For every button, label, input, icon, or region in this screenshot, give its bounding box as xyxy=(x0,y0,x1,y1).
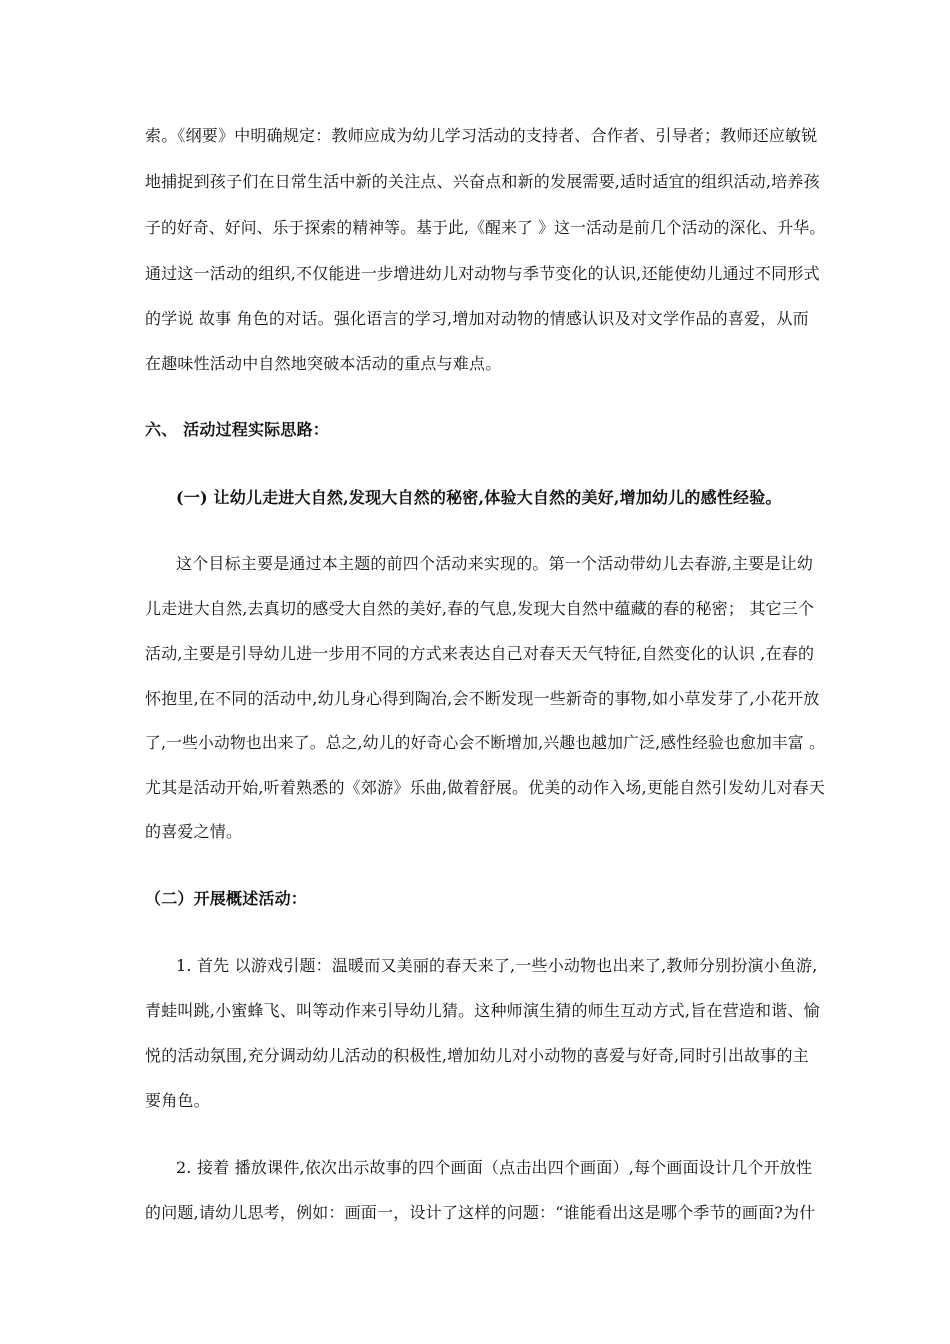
subsection-heading: （二）开展概述活动： xyxy=(145,889,308,908)
section-heading: 六、 活动过程实际思路： xyxy=(145,420,329,439)
paragraph-line: 索。《纲要》中明确规定：教师应成为幼儿学习活动的支持者、合作者、引导者；教师还应敏锐 xyxy=(145,126,818,145)
paragraph-line: 的学说 故事 角色的对话。强化语言的学习,增加对动物的情感认识及对文学作品的喜爱，从而 xyxy=(145,309,809,328)
paragraph-line: 尤其是活动开始,听着熟悉的《郊游》乐曲,做着舒展。优美的动作入场,更能自然引发幼儿对春天 xyxy=(145,778,826,797)
paragraph-line: 悦的活动氛围,充分调动幼儿活动的积极性,增加幼儿对小动物的喜爱与好奇,同时引出故事的主 xyxy=(145,1046,809,1065)
paragraph-line: 地捕捉到孩子们在日常生活中新的关注点、兴奋点和新的发展需要,适时适宜的组织活动,培养孩 xyxy=(145,172,820,191)
paragraph-line: 在趣味性活动中自然地突破本活动的重点与难点。 xyxy=(145,354,502,373)
paragraph-line: 怀抱里,在不同的活动中,幼儿身心得到陶冶,会不断发现一些新奇的事物,如小草发芽了,小花开放 xyxy=(145,689,820,708)
paragraph-line: 的问题,请幼儿思考，例如：画面一，设计了这样的问题：“谁能看出这是哪个季节的画面?为什 xyxy=(145,1203,816,1222)
paragraph-line: 要角色。 xyxy=(145,1091,210,1110)
paragraph-line: 青蛙叫跳,小蜜蜂飞、叫等动作来引导幼儿猜。这种师演生猜的师生互动方式,旨在营造和谐、愉 xyxy=(145,1001,820,1020)
paragraph-line: 儿走进大自然,去真切的感受大自然的美好,春的气息,发现大自然中蕴藏的春的秘密； 其它三个 xyxy=(145,599,815,618)
paragraph-line: 子的好奇、好问、乐于探索的精神等。基于此,《醒来了 》这一活动是前几个活动的深化、升华。 xyxy=(145,218,826,237)
paragraph-line: 了,一些小动物也出来了。总之,幼儿的好奇心会不断增加,兴趣也越加广泛,感性经验也愈加丰富 。 xyxy=(145,733,825,752)
paragraph-line: 活动,主要是引导幼儿进一步用不同的方式来表达自己对春天天气特征,自然变化的认识 ,在春的 xyxy=(145,644,815,663)
subsection-heading: (一) 让幼儿走进大自然,发现大自然的秘密,体验大自然的美好,增加幼儿的感性经验。 xyxy=(176,488,782,507)
paragraph-line: 的喜爱之情。 xyxy=(145,822,243,841)
paragraph-line: 这个目标主要是通过本主题的前四个活动来实现的。第一个活动带幼儿去春游,主要是让幼 xyxy=(176,554,814,573)
paragraph-line: 2. 接着 播放课件,依次出示故事的四个画面（点击出四个画面）,每个画面设计几个开放性 xyxy=(176,1158,813,1177)
paragraph-line: 通过这一活动的组织,不仅能进一步增进幼儿对动物与季节变化的认识,还能使幼儿通过不同形式 xyxy=(145,264,820,283)
paragraph-line: 1. 首先 以游戏引题：温暖而又美丽的春天来了,一些小动物也出来了,教师分别扮演小鱼游, xyxy=(176,956,818,975)
